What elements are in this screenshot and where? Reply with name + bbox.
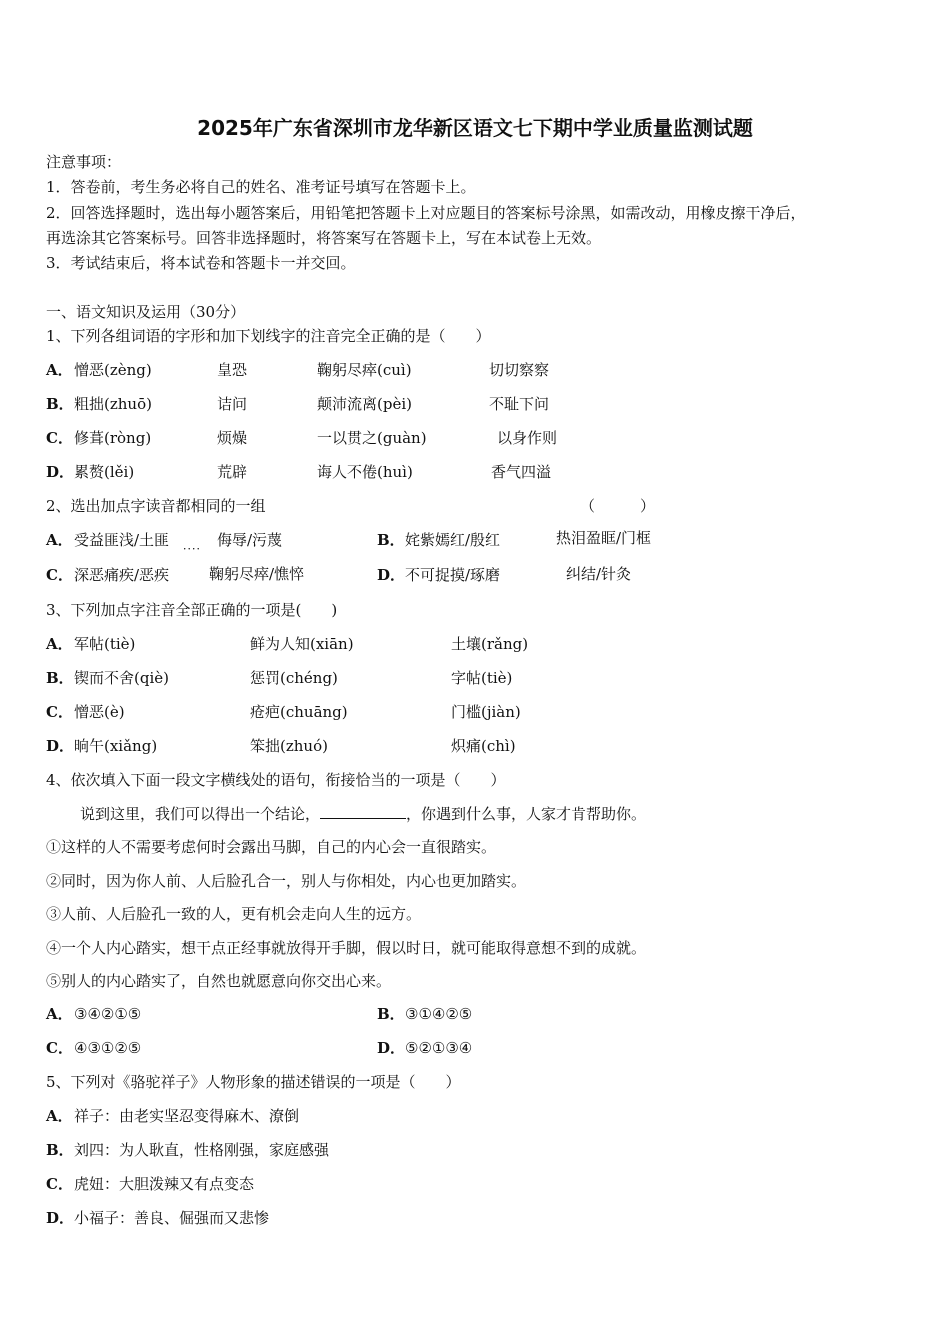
q3-option-c: 字帖(tiè) bbox=[451, 669, 513, 687]
q1-option-d: 以身作则 bbox=[497, 429, 558, 447]
q5-option-a: 祥子：由老实坚忍变得麻木、潦倒 bbox=[74, 1107, 300, 1125]
q3-option-b: 惩罚(chéng) bbox=[250, 669, 338, 687]
q1-option-d: 切切察察 bbox=[489, 361, 550, 379]
q4-sentence: ①这样的人不需要考虑何时会露出马脚，自己的内心会一直很踏实。 bbox=[46, 838, 497, 856]
fill-blank bbox=[320, 804, 406, 819]
q2-option-a-dots: ．．．． bbox=[183, 539, 207, 552]
q2-option-label: A． bbox=[46, 531, 73, 549]
q2-option-c-text1: 深恶痛疾/恶疾 bbox=[74, 566, 170, 584]
q1-option-label: D． bbox=[46, 463, 75, 481]
q1-option-a: 粗拙(zhuō) bbox=[74, 395, 152, 413]
q5-option-label: D． bbox=[46, 1209, 75, 1227]
q2-stem: 2、选出加点字读音都相同的一组 bbox=[46, 497, 266, 515]
q5-option-d: 小福子：善良、倔强而又悲惨 bbox=[74, 1209, 270, 1227]
q4-sentence: ③人前、人后脸孔一致的人，更有机会走向人生的远方。 bbox=[46, 905, 422, 923]
q2-option-d-text2: 纠结/针灸 bbox=[566, 565, 632, 583]
q1-option-label: C． bbox=[46, 429, 73, 447]
q4-option-label: C． bbox=[46, 1039, 73, 1057]
q4-option-label: D． bbox=[377, 1039, 406, 1057]
q3-option-label: B． bbox=[46, 669, 74, 687]
notice-item: 3．考试结束后，将本试卷和答题卡一并交回。 bbox=[46, 254, 356, 272]
q4-option-label: A． bbox=[46, 1005, 73, 1023]
q1-option-label: A． bbox=[46, 361, 73, 379]
q3-option-b: 鲜为人知(xiān) bbox=[250, 635, 354, 653]
q4-option-label: B． bbox=[377, 1005, 405, 1023]
q1-option-d: 不耻下问 bbox=[489, 395, 550, 413]
q4-option-d: ⑤②①③④ bbox=[405, 1039, 473, 1057]
q4-sentence: ⑤别人的内心踏实了，自然也就愿意向你交出心来。 bbox=[46, 972, 392, 990]
q5-option-c: 虎妞：大胆泼辣又有点变态 bbox=[74, 1175, 255, 1193]
notice-item: 1．答卷前，考生务必将自己的姓名、准考证号填写在答题卡上。 bbox=[46, 178, 476, 196]
q1-option-b: 荒辟 bbox=[217, 463, 248, 481]
q4-passage-before: 说到这里，我们可以得出一个结论， bbox=[80, 805, 321, 823]
page-title: 2025年广东省深圳市龙华新区语文七下期中学业质量监测试题 bbox=[197, 116, 753, 140]
q1-option-c: 诲人不倦(huì) bbox=[317, 463, 413, 481]
q2-option-c-text2: 鞠躬尽瘁/憔悴 bbox=[209, 565, 305, 583]
q1-option-b: 诘问 bbox=[217, 395, 248, 413]
q2-option-b-text1: 姹紫嫣红/殷红 bbox=[405, 531, 501, 549]
q4-option-a: ③④②①⑤ bbox=[74, 1005, 142, 1023]
q4-sentence: ④一个人内心踏实，想干点正经事就放得开手脚，假以时日，就可能取得意想不到的成就。 bbox=[46, 939, 647, 957]
q5-option-b: 刘四：为人耿直，性格刚强，家庭感强 bbox=[74, 1141, 330, 1159]
q3-option-c: 土壤(rǎng) bbox=[451, 635, 529, 653]
q1-option-b: 烦燥 bbox=[217, 429, 248, 447]
q3-option-a: 锲而不舍(qiè) bbox=[74, 669, 169, 687]
q3-option-b: 疮疤(chuāng) bbox=[250, 703, 348, 721]
q5-option-label: A． bbox=[46, 1107, 73, 1125]
q3-option-c: 炽痛(chì) bbox=[451, 737, 516, 755]
q1-option-b: 皇恐 bbox=[217, 361, 248, 379]
q3-option-b: 笨拙(zhuó) bbox=[250, 737, 328, 755]
q3-stem: 3、下列加点字注音全部正确的一项是( ) bbox=[46, 601, 338, 619]
q3-option-a: 憎恶(è) bbox=[74, 703, 125, 721]
notice-item: 再选涂其它答案标号。回答非选择题时，将答案写在答题卡上，写在本试卷上无效。 bbox=[46, 229, 602, 247]
notice-item: 2．回答选择题时，选出每小题答案后，用铅笔把答题卡上对应题目的答案标号涂黑，如需改动，用橡皮擦干净后， bbox=[46, 204, 806, 222]
q4-passage bbox=[80, 804, 646, 824]
q1-option-c: 一以贯之(guàn) bbox=[317, 429, 427, 447]
q5-option-label: B． bbox=[46, 1141, 74, 1159]
q4-option-b: ③①④②⑤ bbox=[405, 1005, 473, 1023]
q3-option-label: A． bbox=[46, 635, 73, 653]
q4-stem: 4、依次填入下面一段文字横线处的语句，衔接恰当的一项是（ ） bbox=[46, 771, 506, 789]
q3-option-a: 晌午(xiǎng) bbox=[74, 737, 158, 755]
q1-option-a: 憎恶(zèng) bbox=[74, 361, 152, 379]
q4-passage-after: ，你遇到什么事，人家才肯帮助你。 bbox=[406, 805, 647, 823]
q1-option-a: 累赘(lěi) bbox=[74, 463, 135, 481]
q1-option-d: 香气四溢 bbox=[491, 463, 552, 481]
q2-option-label: C． bbox=[46, 566, 73, 584]
q5-option-label: C． bbox=[46, 1175, 73, 1193]
q2-option-a-text2: 侮辱/污蔑 bbox=[217, 531, 283, 549]
notice-heading: 注意事项： bbox=[46, 153, 122, 171]
q1-option-a: 修葺(ròng) bbox=[74, 429, 152, 447]
q3-option-label: D． bbox=[46, 737, 75, 755]
section-heading: 一、语文知识及运用（30分） bbox=[46, 303, 246, 321]
q3-option-a: 军帖(tiè) bbox=[74, 635, 136, 653]
q1-option-label: B． bbox=[46, 395, 74, 413]
q2-option-d-text1: 不可捉摸/琢磨 bbox=[405, 566, 501, 584]
q2-option-b-text2: 热泪盈眶/门框 bbox=[556, 529, 652, 547]
q1-option-c: 颠沛流离(pèi) bbox=[317, 395, 412, 413]
q2-option-label: D． bbox=[377, 566, 406, 584]
q1-stem: 1、下列各组词语的字形和加下划线字的注音完全正确的是（ ） bbox=[46, 327, 491, 345]
q3-option-c: 门槛(jiàn) bbox=[451, 703, 521, 721]
q4-sentence: ②同时，因为你人前、人后脸孔合一，别人与你相处，内心也更加踏实。 bbox=[46, 872, 527, 890]
q2-option-label: B． bbox=[377, 531, 405, 549]
q5-stem: 5、下列对《骆驼祥子》人物形象的描述错误的一项是（ ） bbox=[46, 1073, 461, 1091]
q3-option-label: C． bbox=[46, 703, 73, 721]
q2-option-a-text1: 受益匪浅/土匪 bbox=[74, 531, 170, 549]
q4-option-c: ④③①②⑤ bbox=[74, 1039, 142, 1057]
q2-answer-paren: （ ） bbox=[580, 497, 656, 515]
q1-option-c: 鞠躬尽瘁(cuì) bbox=[317, 361, 412, 379]
